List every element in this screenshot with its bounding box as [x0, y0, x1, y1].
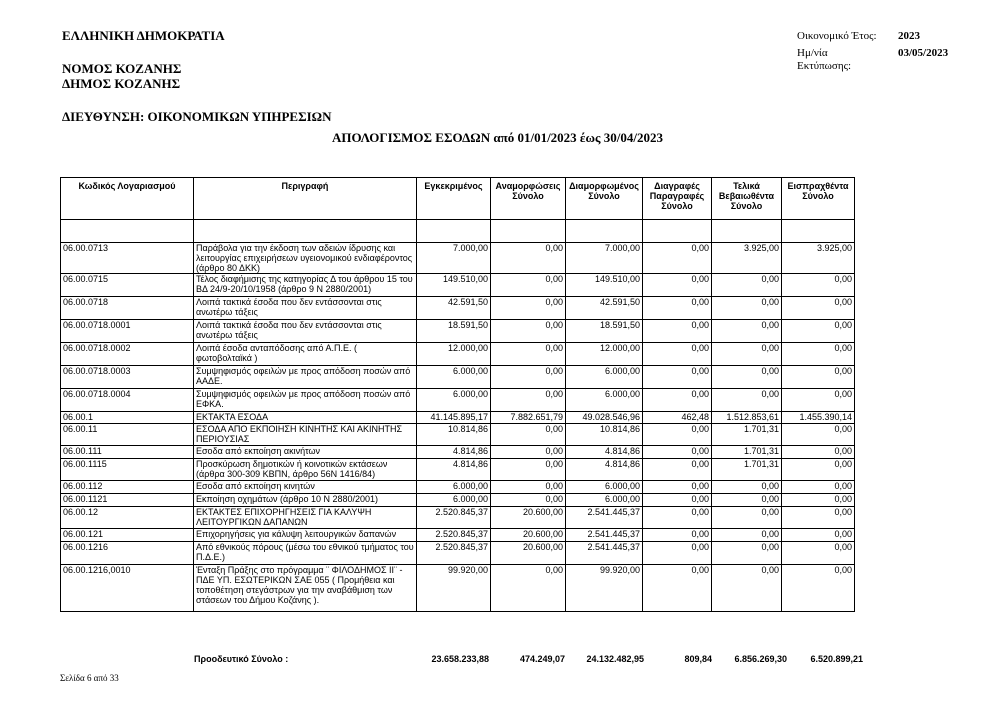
formed-amount: 49.028.546,96: [566, 412, 643, 424]
page-number: Σελίδα 6 από 33: [60, 673, 119, 683]
deletions-amount: 0,00: [643, 366, 712, 389]
adjustments-amount: 0,00: [491, 297, 566, 320]
collected-amount: 0,00: [782, 446, 855, 459]
approved-amount: 10.814,86: [417, 424, 491, 446]
table-row: [61, 424, 855, 446]
description: Λοιπά τακτικά έσοδα που δεν εντάσσονται στις ανωτέρω τάξεις: [194, 320, 417, 343]
approved-amount: 2.520.845,37: [417, 507, 491, 529]
formed-amount: 149.510,00: [566, 274, 643, 297]
collected-amount: 0,00: [782, 507, 855, 529]
adjustments-amount: 0,00: [491, 343, 566, 366]
account-code: 06.00.11: [61, 424, 194, 446]
approved-amount: 18.591,50: [417, 320, 491, 343]
formed-amount: 7.000,00: [566, 243, 643, 274]
table-header-row: [61, 178, 855, 220]
account-code: 06.00.0713: [61, 243, 194, 274]
adjustments-amount: 0,00: [491, 481, 566, 494]
certified-amount: 1.512.853,61: [712, 412, 782, 424]
adjustments-amount: 0,00: [491, 320, 566, 343]
certified-amount: 1.701,31: [712, 459, 782, 481]
col-header-approved: Εγκεκριμένος: [417, 178, 491, 220]
fiscal-year-label: Οικονομικό Έτος:: [797, 30, 877, 42]
certified-amount: 0,00: [712, 366, 782, 389]
account-code: 06.00.1121: [61, 494, 194, 507]
table-row: [61, 565, 855, 612]
account-code: 06.00.12: [61, 507, 194, 529]
formed-amount: 10.814,86: [566, 424, 643, 446]
account-code: 06.00.121: [61, 529, 194, 542]
municipality-label: ΔΗΜΟΣ ΚΟΖΑΝΗΣ: [62, 76, 181, 91]
print-date-value: 03/05/2023: [898, 47, 949, 59]
deletions-amount: 0,00: [643, 446, 712, 459]
certified-amount: 0,00: [712, 297, 782, 320]
adjustments-amount: 0,00: [491, 243, 566, 274]
deletions-amount: 462,48: [643, 412, 712, 424]
certified-amount: 0,00: [712, 494, 782, 507]
collected-amount: 0,00: [782, 366, 855, 389]
collected-amount: 0,00: [782, 459, 855, 481]
account-code: 06.00.112: [61, 481, 194, 494]
col-header-certified: Τελικά Βεβαιωθέντα Σύνολο: [712, 178, 782, 220]
adjustments-amount: 20.600,00: [491, 507, 566, 529]
table-row: [61, 507, 855, 529]
collected-amount: 0,00: [782, 389, 855, 412]
account-code: 06.00.0715: [61, 274, 194, 297]
approved-amount: 6.000,00: [417, 389, 491, 412]
col-header-collected: Εισπραχθέντα Σύνολο: [782, 178, 855, 220]
total-formed: 24.132.482,95: [586, 654, 644, 664]
formed-amount: 6.000,00: [566, 494, 643, 507]
deletions-amount: 0,00: [643, 507, 712, 529]
total-adjustments: 474.249,07: [519, 654, 565, 664]
collected-amount: 1.455.390,14: [782, 412, 855, 424]
certified-amount: 1.701,31: [712, 424, 782, 446]
approved-amount: 12.000,00: [417, 343, 491, 366]
formed-amount: 2.541.445,37: [566, 507, 643, 529]
description: Ένταξη Πράξης στο πρόγραμμα ¨ ΦΙΛΟΔΗΜΟΣ ΙΙ¨ - ΠΔΕ ΥΠ. ΕΣΩΤΕΡΙΚΩΝ ΣΑΕ 055 ( Προμήθεια και τοποθέτηση στεγάστρων για την αναβάθμιση των στάσεων του Δήμου Κοζάνης ).: [194, 565, 417, 612]
total-collected: 6.520.899,21: [810, 654, 863, 664]
deletions-amount: 0,00: [643, 565, 712, 612]
collected-amount: 0,00: [782, 481, 855, 494]
description: Εκποίηση οχημάτων (άρθρο 10 Ν 2880/2001): [194, 494, 417, 507]
adjustments-amount: 0,00: [491, 366, 566, 389]
approved-amount: 6.000,00: [417, 481, 491, 494]
description: Συμψηφισμός οφειλών με προς απόδοση ποσών από ΑΑΔΕ.: [194, 366, 417, 389]
certified-amount: 0,00: [712, 389, 782, 412]
deletions-amount: 0,00: [643, 494, 712, 507]
approved-amount: 4.814,86: [417, 459, 491, 481]
table-row: [61, 320, 855, 343]
certified-amount: 0,00: [712, 481, 782, 494]
certified-amount: 1.701,31: [712, 446, 782, 459]
col-header-code: Κωδικός Λογαριασμού: [61, 178, 194, 220]
collected-amount: 0,00: [782, 494, 855, 507]
adjustments-amount: 0,00: [491, 389, 566, 412]
account-code: 06.00.1216: [61, 542, 194, 565]
adjustments-amount: 20.600,00: [491, 529, 566, 542]
certified-amount: 0,00: [712, 343, 782, 366]
total-approved: 23.658.233,88: [431, 654, 489, 664]
deletions-amount: 0,00: [643, 297, 712, 320]
prefecture-label: ΝΟΜΟΣ ΚΟΖΑΝΗΣ: [62, 61, 182, 76]
table-row: [61, 446, 855, 459]
account-code: 06.00.0718.0001: [61, 320, 194, 343]
collected-amount: 0,00: [782, 424, 855, 446]
collected-amount: 0,00: [782, 320, 855, 343]
collected-amount: 0,00: [782, 542, 855, 565]
certified-amount: 0,00: [712, 529, 782, 542]
approved-amount: 7.000,00: [417, 243, 491, 274]
totals-label: Προοδευτικό Σύνολο :: [194, 654, 289, 664]
formed-amount: 2.541.445,37: [566, 542, 643, 565]
collected-amount: 0,00: [782, 565, 855, 612]
collected-amount: 0,00: [782, 274, 855, 297]
description: ΕΣΟΔΑ ΑΠΟ ΕΚΠΟΙΗΣΗ ΚΙΝΗΤΗΣ ΚΑΙ ΑΚΙΝΗΤΗΣ ΠΕΡΙΟΥΣΙΑΣ: [194, 424, 417, 446]
description: Από εθνικούς πόρους (μέσω του εθνικού τμήματος του Π.Δ.Ε.): [194, 542, 417, 565]
deletions-amount: 0,00: [643, 343, 712, 366]
description: Εσοδα από εκποίηση κινητών: [194, 481, 417, 494]
description: ΕΚΤΑΚΤΑ ΕΣΟΔΑ: [194, 412, 417, 424]
account-code: 06.00.0718.0004: [61, 389, 194, 412]
description: Προσκύρωση δημοτικών ή κοινοτικών εκτάσεων (άρθρα 300-309 ΚΒΠΝ, άρθρο 56Ν 1416/84): [194, 459, 417, 481]
approved-amount: 99.920,00: [417, 565, 491, 612]
adjustments-amount: 20.600,00: [491, 542, 566, 565]
table-row: [61, 297, 855, 320]
certified-amount: 0,00: [712, 274, 782, 297]
certified-amount: 3.925,00: [712, 243, 782, 274]
deletions-amount: 0,00: [643, 243, 712, 274]
adjustments-amount: 0,00: [491, 494, 566, 507]
col-header-adjustments: Αναμορφώσεις Σύνολο: [491, 178, 566, 220]
table-row: [61, 459, 855, 481]
report-title: ΑΠΟΛΟΓΙΣΜΟΣ ΕΣΟΔΩΝ από 01/01/2023 έως 30/04/2023: [332, 130, 663, 145]
deletions-amount: 0,00: [643, 320, 712, 343]
adjustments-amount: 7.882.651,79: [491, 412, 566, 424]
table-row: [61, 412, 855, 424]
table-spacer-row: [61, 220, 855, 243]
certified-amount: 0,00: [712, 507, 782, 529]
account-code: 06.00.0718: [61, 297, 194, 320]
deletions-amount: 0,00: [643, 274, 712, 297]
account-code: 06.00.1216,0010: [61, 565, 194, 612]
deletions-amount: 0,00: [643, 542, 712, 565]
print-date-label-line2: Εκτύπωσης:: [797, 60, 852, 72]
collected-amount: 0,00: [782, 343, 855, 366]
table-row: [61, 542, 855, 565]
description: Εσοδα από εκποίηση ακινήτων: [194, 446, 417, 459]
table-row: [61, 366, 855, 389]
col-header-deletions: Διαγραφές Παραγραφές Σύνολο: [643, 178, 712, 220]
formed-amount: 4.814,86: [566, 446, 643, 459]
deletions-amount: 0,00: [643, 481, 712, 494]
formed-amount: 12.000,00: [566, 343, 643, 366]
fiscal-year-value: 2023: [898, 30, 920, 42]
account-code: 06.00.1: [61, 412, 194, 424]
total-deletions: 809,84: [684, 654, 712, 664]
deletions-amount: 0,00: [643, 459, 712, 481]
table-row: [61, 529, 855, 542]
account-code: 06.00.111: [61, 446, 194, 459]
print-date-label-line1: Ημ/νία: [797, 47, 828, 59]
adjustments-amount: 0,00: [491, 424, 566, 446]
approved-amount: 41.145.895,17: [417, 412, 491, 424]
formed-amount: 6.000,00: [566, 389, 643, 412]
col-header-formed: Διαμορφωμένος Σύνολο: [566, 178, 643, 220]
directorate-label: ΔΙΕΥΘΥΝΣΗ: ΟΙΚΟΝΟΜΙΚΩΝ ΥΠΗΡΕΣΙΩΝ: [62, 109, 332, 124]
adjustments-amount: 0,00: [491, 446, 566, 459]
formed-amount: 4.814,86: [566, 459, 643, 481]
account-code: 06.00.1115: [61, 459, 194, 481]
adjustments-amount: 0,00: [491, 274, 566, 297]
description: Παράβολα για την έκδοση των αδειών ίδρυσης και λειτουργίας επιχειρήσεων υγειονομικού ενδιαφέροντος (άρθρο 80 ΔΚΚ): [194, 243, 417, 274]
adjustments-amount: 0,00: [491, 565, 566, 612]
col-header-description: Περιγραφή: [194, 178, 417, 220]
table-row: [61, 389, 855, 412]
approved-amount: 6.000,00: [417, 366, 491, 389]
collected-amount: 0,00: [782, 529, 855, 542]
collected-amount: 3.925,00: [782, 243, 855, 274]
table-row: [61, 243, 855, 274]
formed-amount: 42.591,50: [566, 297, 643, 320]
formed-amount: 2.541.445,37: [566, 529, 643, 542]
deletions-amount: 0,00: [643, 389, 712, 412]
description: Τέλος διαφήμισης της κατηγορίας Δ του άρθρου 15 του ΒΔ 24/9-20/10/1958 (άρθρο 9 Ν 2880/2001): [194, 274, 417, 297]
formed-amount: 99.920,00: [566, 565, 643, 612]
adjustments-amount: 0,00: [491, 459, 566, 481]
republic-label: ΕΛΛΗΝΙΚΗ ΔΗΜΟΚΡΑΤΙΑ: [62, 28, 225, 43]
approved-amount: 42.591,50: [417, 297, 491, 320]
formed-amount: 6.000,00: [566, 481, 643, 494]
total-certified: 6.856.269,30: [734, 654, 787, 664]
approved-amount: 2.520.845,37: [417, 529, 491, 542]
approved-amount: 2.520.845,37: [417, 542, 491, 565]
deletions-amount: 0,00: [643, 529, 712, 542]
certified-amount: 0,00: [712, 320, 782, 343]
approved-amount: 6.000,00: [417, 494, 491, 507]
certified-amount: 0,00: [712, 542, 782, 565]
table-row: [61, 481, 855, 494]
description: Λοιπά έσοδα ανταπόδοσης από Α.Π.Ε. ( φωτοβολταϊκά ): [194, 343, 417, 366]
description: Επιχορηγήσεις για κάλυψη λειτουργικών δαπανών: [194, 529, 417, 542]
formed-amount: 6.000,00: [566, 366, 643, 389]
certified-amount: 0,00: [712, 565, 782, 612]
table-row: [61, 274, 855, 297]
revenue-report-table: [60, 177, 855, 612]
description: Λοιπά τακτικά έσοδα που δεν εντάσσονται στις ανωτέρω τάξεις: [194, 297, 417, 320]
approved-amount: 4.814,86: [417, 446, 491, 459]
approved-amount: 149.510,00: [417, 274, 491, 297]
account-code: 06.00.0718.0002: [61, 343, 194, 366]
deletions-amount: 0,00: [643, 424, 712, 446]
table-row: [61, 494, 855, 507]
table-row: [61, 343, 855, 366]
description: ΕΚΤΑΚΤΕΣ ΕΠΙΧΟΡΗΓΗΣΕΙΣ ΓΙΑ ΚΑΛΥΨΗ ΛΕΙΤΟΥΡΓΙΚΩΝ ΔΑΠΑΝΩΝ: [194, 507, 417, 529]
formed-amount: 18.591,50: [566, 320, 643, 343]
collected-amount: 0,00: [782, 297, 855, 320]
description: Συμψηφισμός οφειλών με προς απόδοση ποσών από ΕΦΚΑ.: [194, 389, 417, 412]
account-code: 06.00.0718.0003: [61, 366, 194, 389]
